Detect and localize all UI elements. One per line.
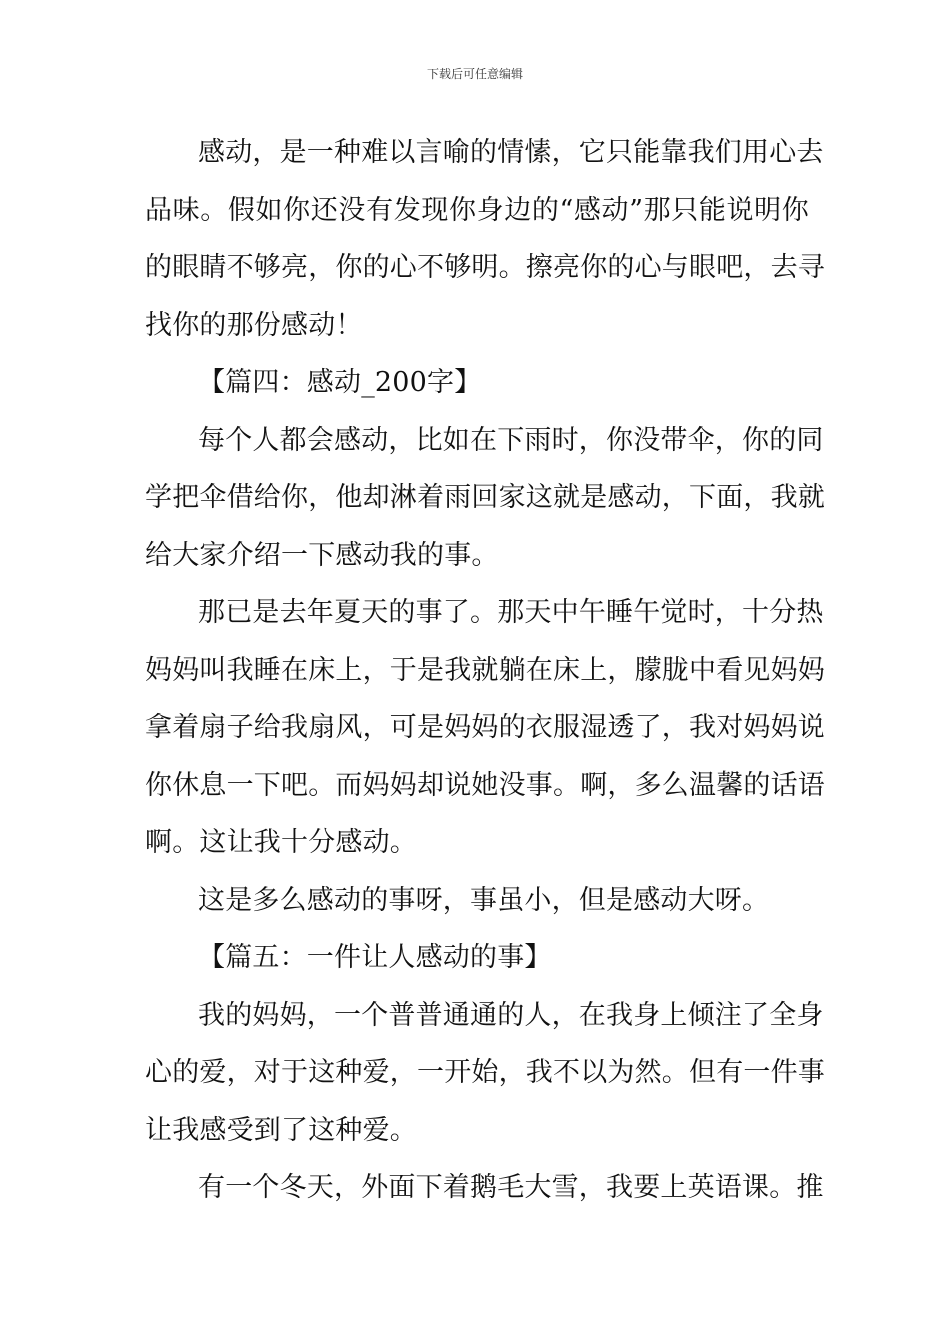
text-line: 你休息一下吧。而妈妈却说她没事。啊，多么温馨的话语 [145, 769, 825, 801]
text-line: 的眼睛不够亮，你的心不够明。擦亮你的心与眼吧，去寻 [145, 252, 825, 283]
text-line: 有一个冬天，外面下着鹅毛大雪，我要上英语课。推 [198, 1172, 824, 1203]
text-line: 那已是去年夏天的事了。那天中午睡午觉时，十分热 [198, 597, 824, 628]
text-line: 妈妈叫我睡在床上，于是我就躺在床上，朦胧中看见妈妈 [145, 654, 825, 686]
text-line: 让我感受到了这种爱。 [145, 1114, 417, 1146]
text-line: 这是多么感动的事呀，事虽小，但是感动大呀。 [198, 884, 770, 916]
text-line: 心的爱，对于这种爱，一开始，我不以为然。但有一件事 [145, 1057, 825, 1088]
page-header: 下载后可任意编辑 [426, 67, 523, 81]
text-line: 品味。假如你还没有发现你身边的“感动”那只能说明你 [145, 194, 809, 226]
document-body [145, 124, 825, 1217]
text-line: 每个人都会感动，比如在下雨时，你没带伞，你的同 [198, 424, 824, 456]
section-heading: 【篇四：感动_200字】 [198, 367, 482, 398]
text-line: 找你的那份感动！ [145, 309, 363, 341]
text-line: 啊。这让我十分感动。 [145, 827, 417, 858]
text-line: 我的妈妈，一个普普通通的人，在我身上倾注了全身 [198, 999, 824, 1031]
text-line: 学把伞借给你，他却淋着雨回家这就是感动，下面，我就 [145, 482, 825, 513]
text-line: 感动，是一种难以言喻的情愫，它只能靠我们用心去 [198, 137, 824, 168]
text-line: 拿着扇子给我扇风，可是妈妈的衣服湿透了，我对妈妈说 [145, 712, 825, 743]
text-line: 给大家介绍一下感动我的事。 [145, 539, 499, 571]
section-heading: 【篇五：一件让人感动的事】 [198, 942, 552, 973]
